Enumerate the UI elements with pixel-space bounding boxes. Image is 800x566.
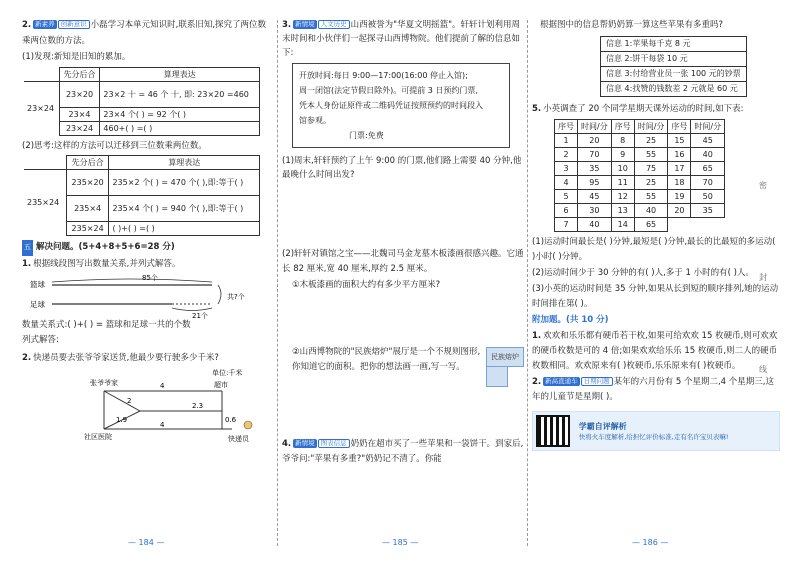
place-clinic: 社区医院 — [84, 433, 112, 441]
courier-icon — [244, 421, 252, 429]
table-main-expression: 23×24 — [24, 81, 59, 135]
table-row: 5 45 12 55 19 50 — [555, 189, 725, 203]
answer-space-1 — [282, 183, 524, 247]
distance-diag-2: 1.9 — [116, 416, 128, 424]
fold-line-right — [527, 20, 528, 546]
method-table-1: 先分后合 算理表达 23×24 23×20 23×2 十 = 46 个 十, 即: 23×20 =460 23×4 23×4 个( ) = 92 个( ) 23×24 460+( ) =( ) — [24, 67, 260, 136]
table-row: 4 95 11 25 18 70 — [555, 175, 725, 189]
question-3-text: 山西被誉为"华夏文明摇篮"。轩轩计划利用周末时间和小伙伴们一起探寻山西博物院。他们提前了解的信息如下: — [282, 20, 521, 58]
seal-mark-2: 封 — [759, 273, 767, 282]
table-row: 7 40 14 65 — [555, 217, 725, 231]
label-85: 85个 — [142, 274, 158, 282]
label-basketball: 篮球 — [30, 280, 45, 289]
question-2-text: 小磊学习本单元知识时,联系旧知,探究了两位数乘两位数的方法。 — [22, 20, 267, 46]
line-segment-diagram — [22, 273, 272, 319]
question-2-part-2: (2)思考:这样的方法可以迁移到三位数乘两位数。 — [22, 140, 207, 151]
distance-mid: 2.3 — [192, 402, 204, 410]
answer-space-2 — [282, 295, 524, 345]
question-3-sub-2b: ②山西博物院的"民族熔炉"展厅是一个不规则图形,你知道它的面积。把你的想法画一画,写一写。 — [292, 346, 481, 372]
seal-mark-1: 密 — [759, 181, 767, 190]
answer-line: 列式解答: — [22, 335, 59, 345]
unit-label: 单位:千米 — [212, 369, 243, 377]
question-2-header: 2. 新素养 创新意识 小磊学习本单元知识时,联系旧知,探究了两位数乘两位数的方法。 — [22, 20, 267, 46]
place-supermarket: 超市 — [214, 381, 228, 389]
question-5-sub-3: (3)小英的运动时间是 35 分钟,如果从长到短的顺序排列,她的运动时间排在第( )。 — [532, 283, 779, 309]
bonus-question-1: 1. 欢欢和乐乐都有硬币若干枚,如果可给欢欢 15 枚硬币,则可欢欢的硬币枚数是可的 4 倍;如果欢欢给乐乐 15 枚硬币,则二人的硬币枚数相同。欢欢原来有( )枚硬币,乐乐原来有( )枚硬币。 — [532, 331, 778, 371]
question-5-sub-1: (1)运动时间最长是( )分钟,最短是( )分钟,最长的比最短的多运动( )小时( )分钟。 — [532, 236, 776, 262]
place-courier: 快递员 — [228, 435, 249, 443]
question-3-sub-1: (1)周末,轩轩预约了上午 9:00 的门票,他们路上需要 40 分钟,他最晚什么时间出发? — [282, 156, 522, 180]
exercise-time-table: 序号 时间/分 序号 时间/分 序号 时间/分 1 20 8 25 15 45 2 70 9 55 16 40 3 35 10 75 17 65 4 95 11 25 18 70 5 45 12 55 19 50 6 30 13 40 20 35 7 40 14 65 — [554, 119, 725, 232]
question-1: 1. 根据线段图写出数量关系,并列式解答。 — [22, 258, 181, 269]
section-5-title: 五 解决问题。(5+4+8+5+6=28 分) — [22, 240, 272, 256]
right-column — [532, 18, 780, 451]
fold-line-left — [277, 20, 278, 546]
distance-bottom: 4 — [160, 421, 165, 429]
exhibit-hall-shape — [486, 347, 524, 387]
question-5-sub-2: (2)运动时间少于 30 分钟的有( )人,多于 1 小时的有( )人。 — [532, 267, 754, 278]
question-3-header: 3. 新情境 人文历史 山西被誉为"华夏文明摇篮"。轩轩计划利用周末时间和小伙伴们一起探寻山西博物院。他们提前了解的信息如下: — [282, 20, 521, 58]
method-table-2: 先分后合 算理表达 235×24 235×20 235×2 个( ) = 470 个( ),即:等于( ) 235×4 235×4 个( ) = 940 个( ),即:等于( ) 235×24 ( )+( ) =( ) — [24, 155, 260, 236]
question-3-sub-2: (2)轩轩对镇馆之宝——北魏司马金龙墓木板漆画很感兴趣。它通长 82 厘米,宽 40 厘米,厚约 2.5 厘米。 — [282, 249, 524, 274]
relation-line: 数量关系式:( )+( ) = 篮球和足球一共的个数 — [22, 320, 191, 330]
brace-21 — [172, 308, 212, 311]
brace-total — [218, 285, 221, 304]
table-row: 6 30 13 40 20 35 — [555, 203, 725, 217]
question-4-continued: 根据图中的信息帮奶奶算一算这些苹果有多重吗? — [540, 20, 724, 30]
exhibit-hall-label: 民族熔炉 — [486, 347, 524, 367]
middle-column — [282, 18, 524, 468]
question-4-text: 奶奶在超市买了一些苹果和一袋饼干。到家后,爷爷问:"苹果有多重?"奶奶记不清了。你能 — [282, 438, 524, 464]
answer-space-3 — [282, 387, 524, 437]
table-row: 1 20 8 25 15 45 — [555, 133, 725, 147]
page-number-184: — 184 — — [128, 538, 165, 547]
question-2-part-1: (1)发现:新知是旧知的累加。 — [22, 52, 131, 62]
self-check-banner[interactable]: 学霸自评解析 快将火车度解析,给担忆评价标准,走有名许宝贝表嘛! — [532, 411, 780, 451]
qr-code-icon[interactable] — [536, 415, 570, 447]
distance-right: 0.6 — [225, 416, 237, 424]
road-diag-1 — [104, 391, 140, 411]
question-4-header: 4. 新情境 图表信息 奶奶在超市买了一些苹果和一袋饼干。到家后,爷爷问:"苹果有多重?"奶奶记不清了。你能 — [282, 438, 524, 464]
distance-diag: 2 — [127, 397, 132, 405]
seal-mark-3: 线 — [759, 365, 767, 374]
question-5: 5. 小英调查了 20 个同学星期天课外运动的时间,如下表: — [532, 103, 744, 114]
question-3-sub-2b-row — [282, 345, 524, 387]
question-3-sub-2a: ①木板漆画的面积大约有多少平方厘米? — [292, 280, 441, 290]
route-map — [22, 367, 272, 443]
label-total: 共?个 — [227, 293, 245, 301]
table-row: 2 70 9 55 16 40 — [555, 147, 725, 161]
info-card: 信息 1:苹果每千克 8 元 信息 2:饼干每袋 10 元 信息 3:付给营业员一张 100 元的钞票 信息 4:找赞的钱数差 2 元就是 60 元 — [600, 36, 747, 97]
table-row: 3 35 10 75 17 65 — [555, 161, 725, 175]
distance-top: 4 — [160, 382, 165, 390]
tag-innovation: 创新意识 — [58, 20, 90, 29]
label-21: 21个 — [192, 312, 208, 319]
page-number-185: — 185 — — [382, 538, 419, 547]
museum-info-box: 开放时间:每日 9:00—17:00(16:00 停止入馆); 周一闭馆(法定节假日除外)。可提前 3 日预约门票, 凭本人身份证原件或二维码凭证按照预约的时间段入 馆参观。 门票:免费 — [292, 63, 510, 148]
page-number-186: — 186 — — [632, 538, 669, 547]
brace-85 — [52, 279, 212, 282]
bonus-title: 附加题。(共 10 分) — [532, 314, 609, 325]
question-2b: 2. 快递员要去张爷爷家送货,他最少要行驶多少千米? — [22, 352, 219, 363]
tag-new-literacy: 新素养 — [35, 20, 55, 28]
bonus-question-2: 2. 新高直通车 日期问题 某年的六月份有 5 个星期二,4 个星期三,这年的儿童节是星期( )。 — [532, 377, 774, 402]
place-grandpa-home: 张爷爷家 — [90, 379, 118, 387]
left-column — [22, 18, 272, 443]
label-football: 足球 — [30, 300, 45, 309]
